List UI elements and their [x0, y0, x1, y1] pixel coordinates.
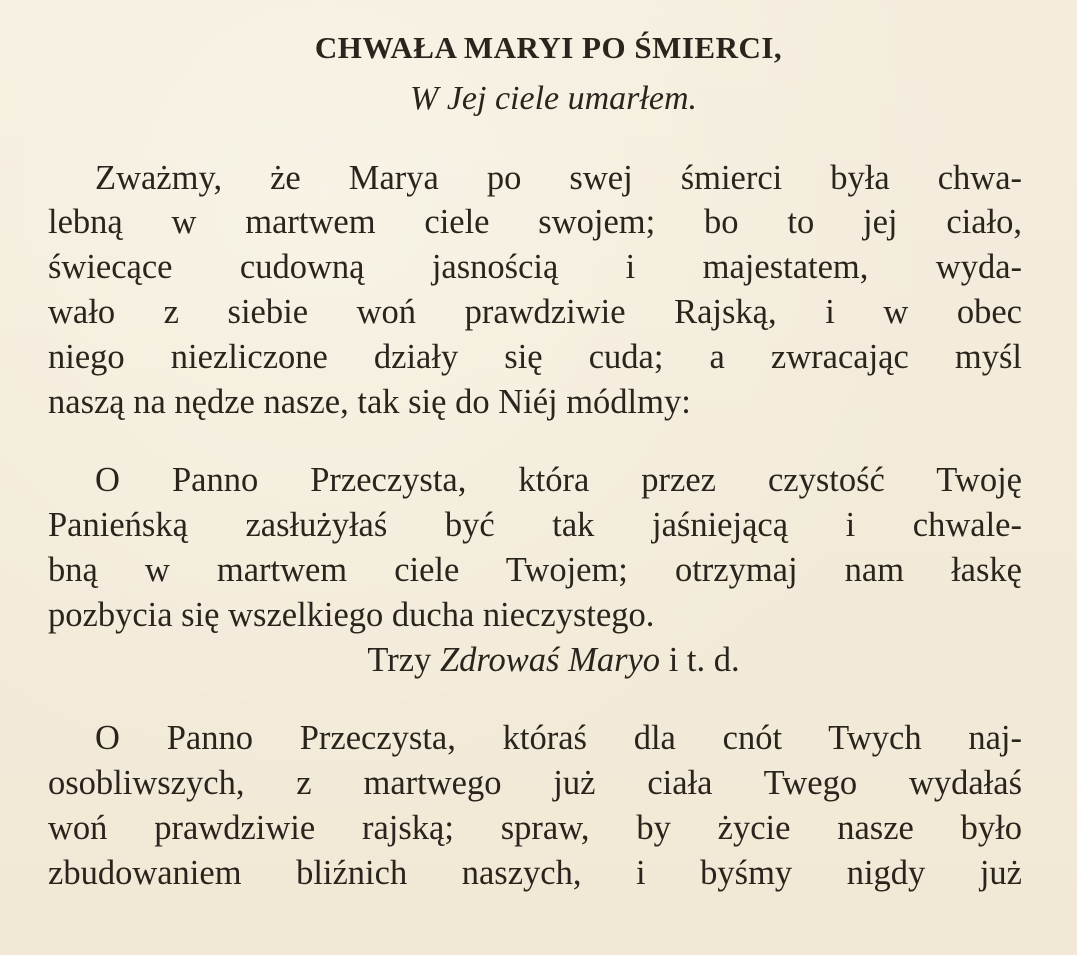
paragraph3-line: O Panno Przeczysta, któraś dla cnót Twych naj-	[95, 719, 1022, 757]
paragraph1-line: lebną w martwem ciele swojem; bo to jej ciało,	[48, 203, 1022, 241]
paragraph2-line: O Panno Przeczysta, która przez czystość Twoję	[95, 461, 1022, 499]
chapter-subtitle: W Jej ciele umarłem.	[410, 80, 697, 117]
paragraph2-line: pozbycia się wszelkiego ducha nieczystego.	[48, 596, 655, 634]
paragraph1-line: niego niezliczone działy się cuda; a zwracając myśl	[48, 338, 1022, 376]
paragraph3-line: osobliwszych, z martwego już ciała Twego wydałaś	[48, 764, 1022, 802]
paragraph1-line: Zważmy, że Marya po swej śmierci była chwa-	[95, 159, 1022, 197]
paragraph1-line: świecące cudowną jasnością i majestatem, wyda-	[48, 248, 1022, 286]
paragraph3-line: zbudowaniem bliźnich naszych, i byśmy nigdy już	[48, 854, 1022, 892]
prayer-instruction	[0, 640, 1077, 680]
chapter-title: CHWAŁA MARYI PO ŚMIERCI,	[314, 30, 783, 65]
paragraph2-line: Panieńską zasłużyłaś być tak jaśniejącą i chwale-	[48, 506, 1022, 544]
prayer-name: Zdrowaś Maryo	[439, 641, 661, 679]
paragraph1-line: naszą na nędze nasze, tak się do Niéj módlmy:	[48, 383, 691, 421]
prayer-suffix: i t. d.	[668, 641, 740, 679]
prayer-prefix: Trzy	[367, 641, 432, 679]
paragraph2-line: bną w martwem ciele Twojem; otrzymaj nam łaskę	[48, 551, 1022, 589]
paragraph1-line: wało z siebie woń prawdziwie Rajską, i w obec	[48, 293, 1022, 331]
paragraph3-line: woń prawdziwie rajską; spraw, by życie nasze było	[48, 809, 1022, 847]
